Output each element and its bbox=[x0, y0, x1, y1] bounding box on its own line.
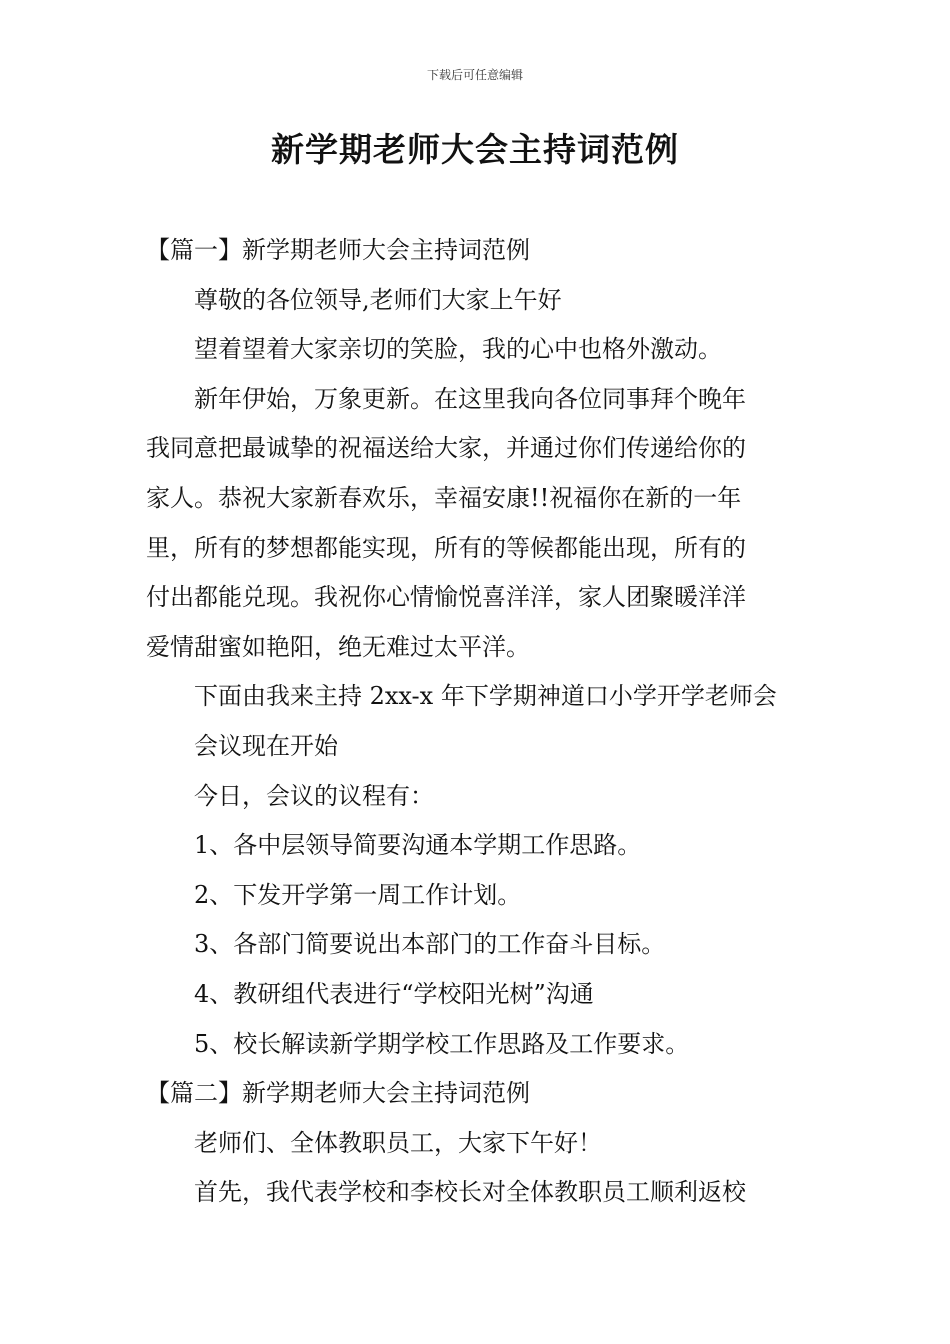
paragraph-line: 我同意把最诚挚的祝福送给大家，并通过你们传递给你的 bbox=[146, 434, 746, 463]
paragraph-line: 望着望着大家亲切的笑脸，我的心中也格外激动。 bbox=[194, 335, 722, 364]
agenda-item-3: 3、各部门简要说出本部门的工作奋斗目标。 bbox=[194, 930, 666, 959]
agenda-item-4: 4、教研组代表进行“学校阳光树”沟通 bbox=[194, 979, 594, 1008]
paragraph-line: 爱情甜蜜如艳阳，绝无难过太平洋。 bbox=[146, 632, 530, 661]
paragraph-line: 付出都能兑现。我祝你心情愉悦喜洋洋，家人团聚暖洋洋 bbox=[146, 583, 746, 612]
paragraph-line: 老师们、全体教职员工，大家下午好！ bbox=[194, 1128, 602, 1157]
paragraph-line: 尊敬的各位领导,老师们大家上午好 bbox=[194, 285, 562, 314]
paragraph-line: 会议现在开始 bbox=[194, 731, 338, 760]
document-title: 新学期老师大会主持词范例 bbox=[271, 130, 679, 169]
paragraph-line: 首先，我代表学校和李校长对全体教职员工顺利返校 bbox=[194, 1178, 746, 1207]
paragraph-line: 里，所有的梦想都能实现，所有的等候都能出现，所有的 bbox=[146, 533, 746, 562]
agenda-item-1: 1、各中层领导简要沟通本学期工作思路。 bbox=[194, 831, 642, 860]
paragraph-line: 新年伊始，万象更新。在这里我向各位同事拜个晚年 bbox=[194, 384, 746, 413]
paragraph-line: 下面由我来主持 2xx-x 年下学期神道口小学开学老师会 bbox=[194, 682, 777, 711]
agenda-item-2: 2、下发开学第一周工作计划。 bbox=[194, 880, 522, 909]
section-heading-2: 【篇二】新学期老师大会主持词范例 bbox=[146, 1079, 530, 1108]
paragraph-line: 今日，会议的议程有： bbox=[194, 781, 434, 810]
paragraph-line: 家人。恭祝大家新春欢乐，幸福安康!!祝福你在新的一年 bbox=[146, 483, 742, 512]
document-body bbox=[146, 226, 810, 1218]
header-note: 下载后可任意编辑 bbox=[426, 68, 523, 82]
agenda-item-5: 5、校长解读新学期学校工作思路及工作要求。 bbox=[194, 1029, 690, 1058]
section-heading-1: 【篇一】新学期老师大会主持词范例 bbox=[146, 236, 530, 264]
